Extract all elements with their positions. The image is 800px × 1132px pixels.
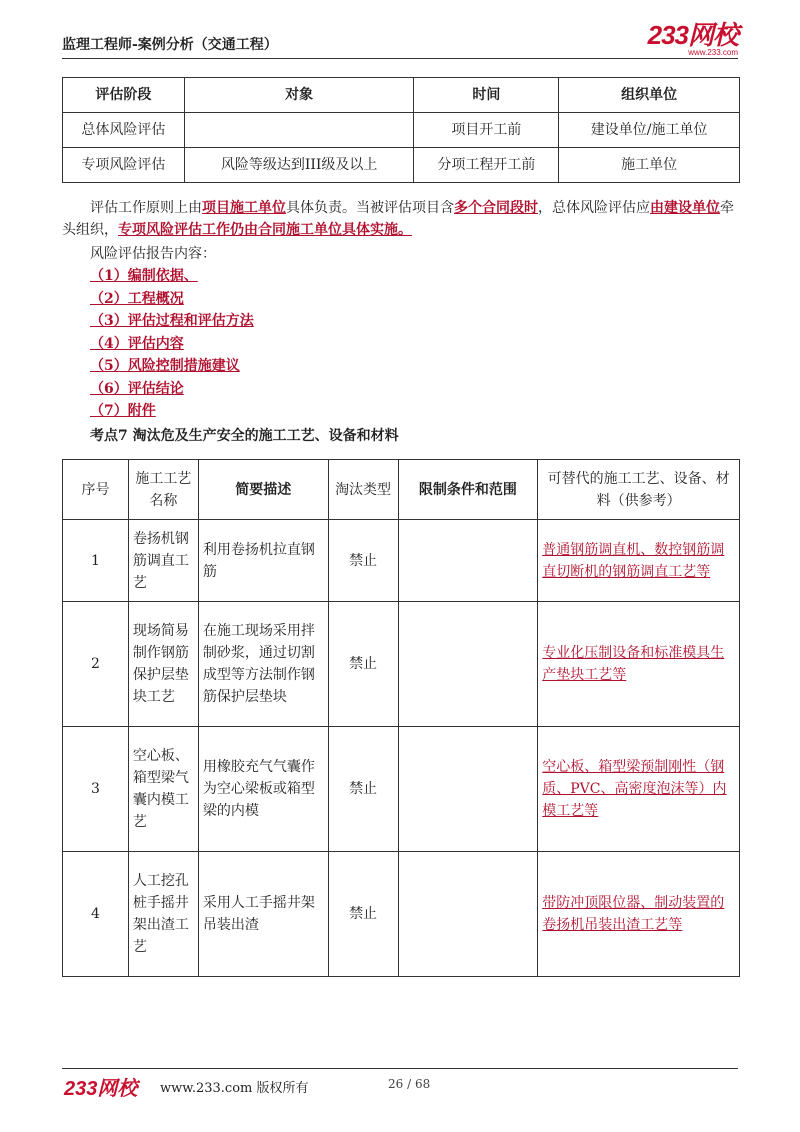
table-row <box>63 852 740 977</box>
highlight-text: 多个合同段时 <box>454 200 538 216</box>
restriction-scope <box>398 727 538 852</box>
table-cell: 总体风险评估 <box>63 113 185 148</box>
report-item: （1）编制依据、 <box>90 268 198 284</box>
table-header-cell: 对象 <box>184 78 414 113</box>
row-number: 4 <box>63 852 129 977</box>
table-header-cell: 淘汰类型 <box>328 460 398 520</box>
elimination-type: 禁止 <box>328 520 398 602</box>
section-heading: 考点7 淘汰危及生产安全的施工工艺、设备和材料 <box>90 428 399 444</box>
process-name: 卷扬机钢筋调直工艺 <box>128 520 198 602</box>
table-row <box>63 113 740 148</box>
table-header-row <box>63 460 740 520</box>
report-item: （4）评估内容 <box>90 336 184 352</box>
header-title: 监理工程师-案例分析（交通工程） <box>62 37 278 53</box>
report-item: （5）风险控制措施建议 <box>90 358 240 374</box>
report-item: （3）评估过程和评估方法 <box>90 313 254 329</box>
header-divider <box>62 58 738 59</box>
report-item: （7）附件 <box>90 403 156 419</box>
highlight-text: 项目施工单位 <box>202 200 286 216</box>
text-run: ，总体风险评估应 <box>538 200 650 216</box>
table-row <box>63 148 740 183</box>
table-header-cell: 简要描述 <box>198 460 328 520</box>
restriction-scope <box>398 520 538 602</box>
page-number: 26 / 68 <box>388 1077 431 1091</box>
alternative-process: 专业化压制设备和标准模具生产垫块工艺等 <box>538 602 740 727</box>
process-description: 用橡胶充气气囊作为空心梁板或箱型梁的内模 <box>198 727 328 852</box>
alternative-process: 带防冲顶限位器、制动装置的卷扬机吊装出渣工艺等 <box>538 852 740 977</box>
row-number: 1 <box>63 520 129 602</box>
process-description: 利用卷扬机拉直钢筋 <box>198 520 328 602</box>
footer-logo: 233网校 <box>64 1078 138 1100</box>
highlight-text: 专项风险评估工作仍由合同施工单位具体实施。 <box>118 222 412 238</box>
table-row <box>63 727 740 852</box>
elimination-type: 禁止 <box>328 602 398 727</box>
table-cell: 风险等级达到III级及以上 <box>184 148 414 183</box>
table-cell: 专项风险评估 <box>63 148 185 183</box>
row-number: 3 <box>63 727 129 852</box>
table-cell: 施工单位 <box>559 148 740 183</box>
table-header-cell: 可替代的施工工艺、设备、材料（供参考） <box>538 460 740 520</box>
table-header-cell: 限制条件和范围 <box>398 460 538 520</box>
text-run: 牵头组织， <box>62 200 734 238</box>
brand-logo <box>648 22 738 57</box>
text-run: 具体负责。当被评估项目含 <box>286 200 454 216</box>
text-run: 评估工作原则上由 <box>90 200 202 216</box>
process-name: 空心板、箱型梁气囊内模工艺 <box>128 727 198 852</box>
footer-copyright: www.233.com 版权所有 <box>160 1081 309 1096</box>
report-item: （2）工程概况 <box>90 291 184 307</box>
footer-divider <box>62 1068 738 1069</box>
elimination-type: 禁止 <box>328 852 398 977</box>
table-header-row <box>63 78 740 113</box>
alternative-process: 普通钢筋调直机、数控钢筋调直切断机的钢筋调直工艺等 <box>538 520 740 602</box>
alternative-process: 空心板、箱型梁预制刚性（钢质、PVC、高密度泡沫等）内模工艺等 <box>538 727 740 852</box>
table-header-cell: 序号 <box>63 460 129 520</box>
process-name: 现场简易制作钢筋保护层垫块工艺 <box>128 602 198 727</box>
table-header-cell: 评估阶段 <box>63 78 185 113</box>
restriction-scope <box>398 602 538 727</box>
risk-assessment-table <box>62 77 740 183</box>
highlight-text: 由建设单位 <box>650 200 720 216</box>
table-cell: 分项工程开工前 <box>414 148 559 183</box>
table-header-cell: 施工工艺名称 <box>128 460 198 520</box>
table-cell <box>184 113 414 148</box>
report-item: （6）评估结论 <box>90 381 184 397</box>
row-number: 2 <box>63 602 129 727</box>
obsolete-process-table <box>62 459 740 977</box>
restriction-scope <box>398 852 538 977</box>
process-description: 在施工现场采用拌制砂浆，通过切割成型等方法制作钢筋保护层垫块 <box>198 602 328 727</box>
table-cell: 项目开工前 <box>414 113 559 148</box>
logo-url: www.233.com <box>688 48 738 57</box>
table-header-cell: 时间 <box>414 78 559 113</box>
table-row <box>63 602 740 727</box>
report-contents-title: 风险评估报告内容： <box>90 246 216 262</box>
table-row <box>63 520 740 602</box>
table-cell: 建设单位/施工单位 <box>559 113 740 148</box>
elimination-type: 禁止 <box>328 727 398 852</box>
process-name: 人工挖孔桩手摇井架出渣工艺 <box>128 852 198 977</box>
assessment-paragraph <box>62 197 740 241</box>
logo-text: 233网校 <box>647 20 738 50</box>
table-header-cell: 组织单位 <box>559 78 740 113</box>
process-description: 采用人工手摇井架吊装出渣 <box>198 852 328 977</box>
